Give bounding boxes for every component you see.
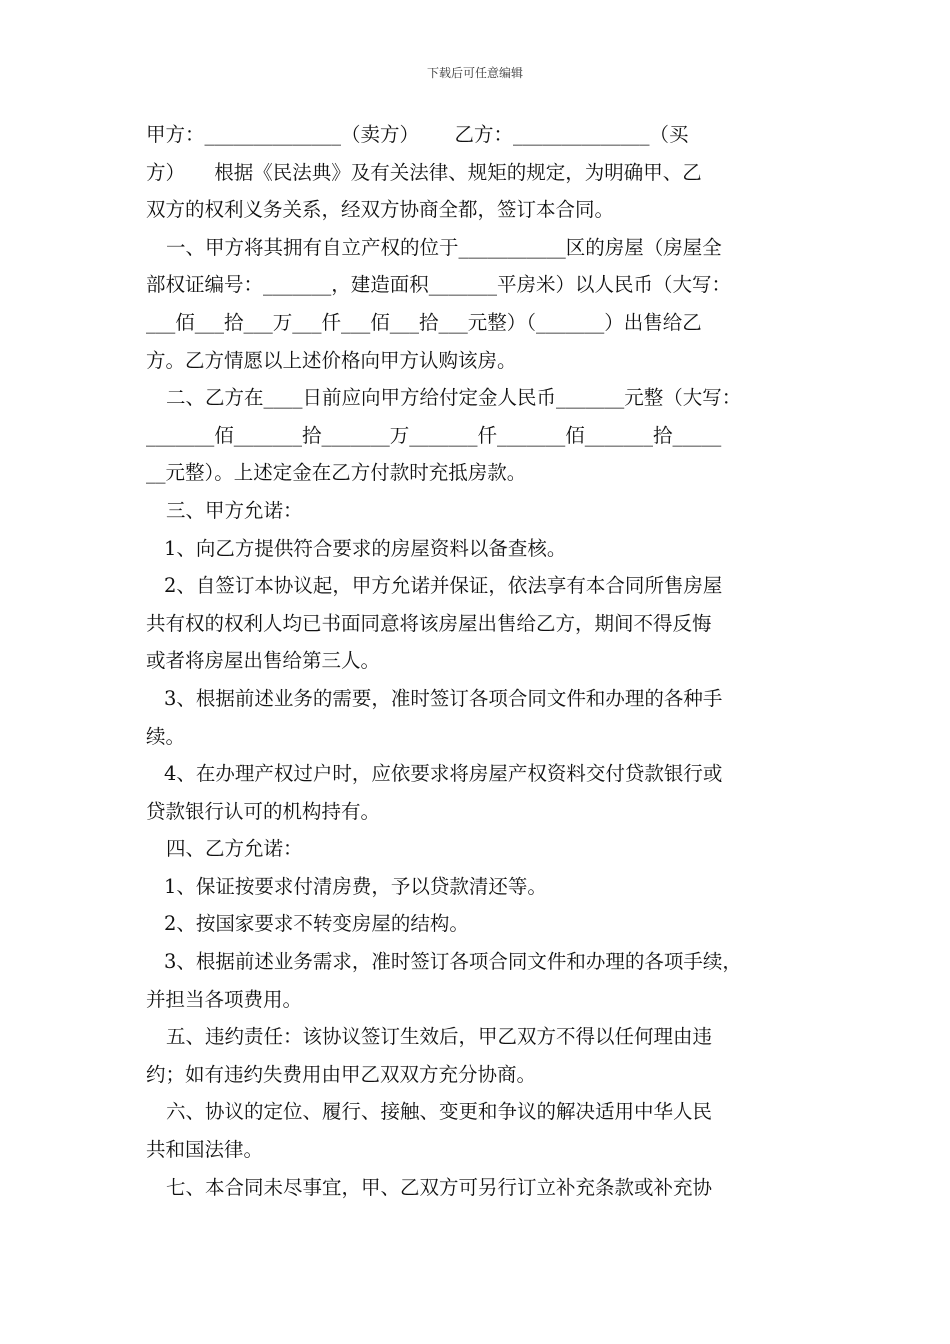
clause-4-item: 2、按国家要求不转变房屋的结构。 [164,912,469,936]
page-header-note: 下载后可任意编辑 [426,66,523,80]
clause-1-line: 方。乙方情愿以上述价格向甲方认购该房。 [146,348,517,372]
clause-1-line: ___佰___拾___万___仟___佰___拾___元整）（_______）出售给乙 [146,310,702,334]
clause-3-item: 1、向乙方提供符合要求的房屋资料以备查核。 [164,536,567,560]
clause-4-item: 1、保证按要求付清房费，予以贷款清还等。 [164,874,547,898]
clause-1-line: 部权证编号：_______，建造面积_______平房米）以人民币（大写： [146,273,732,297]
clause-3-item: 4、在办理产权过户时，应依要求将房屋产权资料交付贷款银行或 [164,762,723,786]
clause-4-item: 3、根据前述业务需求，准时签订各项合同文件和办理的各项手续， [164,950,742,974]
clause-3-item: 续。 [146,724,186,748]
clause-4-item: 并担当各项费用。 [146,987,303,1011]
clause-6-line: 共和国法律。 [146,1138,264,1162]
clause-3-item: 贷款银行认可的机构持有。 [146,799,381,823]
party-line: 甲方：______________（卖方） 乙方：______________（买 [146,123,689,146]
contract-body [146,116,816,1206]
clause-2-line: __元整）。上述定金在乙方付款时充抵房款。 [146,461,527,485]
clause-3-heading: 三、甲方允诺： [166,498,303,522]
clause-3-item: 共有权的权利人均已书面同意将该房屋出售给乙方，期间不得反悔 [146,611,712,635]
clause-2-line: _______佰_______拾_______万_______仟_______佰_______拾_____ [146,423,722,447]
clause-6-line: 六、协议的定位、履行、接触、变更和争议的解决适用中华人民 [166,1100,713,1124]
body-line: 方） 根据《民法典》及有关法律、规矩的规定，为明确甲、乙 [146,160,702,184]
clause-1-line: 一、甲方将其拥有自立产权的位于___________区的房屋（房屋全 [166,235,722,259]
clause-3-item: 3、根据前述业务的需要，准时签订各项合同文件和办理的各种手 [164,686,723,710]
clause-2-line: 二、乙方在____日前应向甲方给付定金人民币_______元整（大写： [166,386,742,410]
clause-4-heading: 四、乙方允诺： [166,837,303,861]
clause-5-line: 约；如有违约失费用由甲乙双双方充分协商。 [146,1062,537,1086]
clause-3-item: 或者将房屋出售给第三人。 [146,649,381,673]
clause-7-line: 七、本合同未尽事宜，甲、乙双方可另行订立补充条款或补充协 [166,1175,713,1199]
clause-5-line: 五、违约责任：该协议签订生效后，甲乙双方不得以任何理由违 [166,1025,713,1049]
clause-3-item: 2、自签订本协议起，甲方允诺并保证，依法享有本合同所售房屋 [164,574,723,598]
body-line: 双方的权利义务关系，经双方协商全都，签订本合同。 [146,198,615,222]
